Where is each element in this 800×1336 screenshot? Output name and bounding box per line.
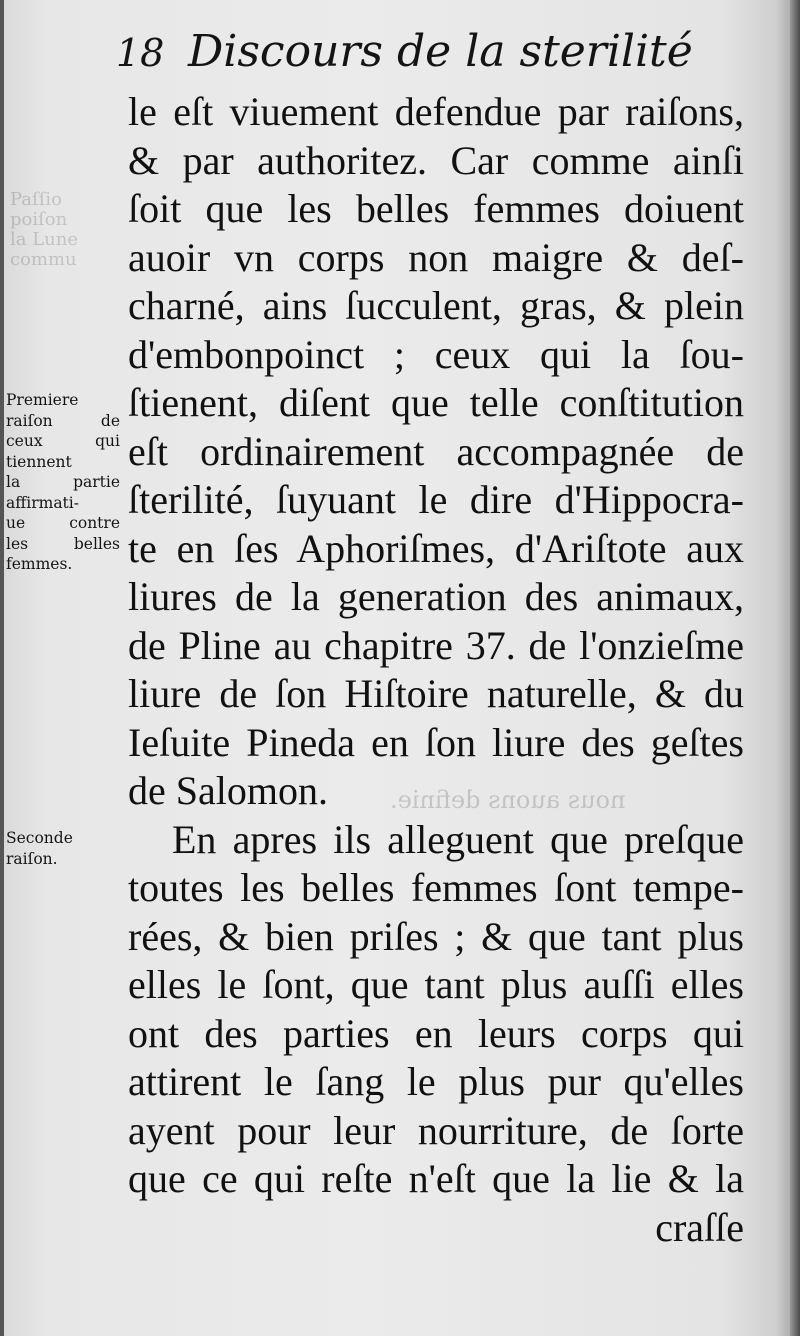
text-line: charné, ains ſucculent, gras, & plein [128, 283, 744, 328]
margin-note-line: tiennent [6, 452, 72, 471]
text-line: toutes les belles femmes ſont tempe- [128, 865, 744, 910]
text-line: liure de ſon Hiſtoire naturelle, & du [128, 671, 744, 716]
margin-note-line: ceux qui [6, 432, 120, 450]
text-line: ont des parties en leurs corps qui [128, 1010, 744, 1056]
margin-note-line: les belles [6, 534, 120, 553]
margin-note-second-reason [6, 828, 120, 869]
margin-note-line: raiſon. [6, 849, 58, 868]
text-line: ſoit que les belles femmes doiuent [128, 186, 744, 231]
text-line: attirent le ſang le plus pur qu'elles [128, 1059, 744, 1104]
text-line: eſt ordinairement accompagnée de [128, 428, 744, 474]
page-edge-left [0, 0, 4, 1336]
body-text [128, 88, 744, 1268]
running-head [116, 22, 693, 82]
text-line: elles le ſont, que tant plus auſſi elles [128, 962, 744, 1007]
margin-note-line: Seconde [6, 829, 73, 847]
catchword: craſſe [655, 1204, 744, 1250]
text-line: le eſt viuement defendue par raiſons, [128, 89, 744, 134]
text-line: ayent pour leur nourriture, de ſorte [128, 1107, 744, 1153]
show-through-text: nous auons definie. [390, 786, 626, 814]
margin-note-line: Premiere [6, 391, 79, 409]
text-line: ſterilité, ſuyuant le dire d'Hippocra- [128, 477, 744, 522]
text-line: Ieſuite Pineda en ſon liure des geſtes [128, 719, 744, 765]
page-edge-right [790, 0, 800, 1336]
text-line: te en ſes Aphoriſmes, d'Ariſtote aux [128, 525, 744, 571]
running-title: Discours de la sterilité [188, 26, 693, 77]
text-line: de Pline au chapitre 37. de l'onzieſme [128, 622, 744, 668]
margin-note-line: femmes. [6, 555, 73, 573]
margin-note-line: la partie [6, 473, 120, 491]
text-line: auoir vn corps non maigre & deſ- [128, 234, 744, 280]
text-line: rées, & bien priſes ; & que tant plus [128, 913, 744, 959]
text-line: & par authoritez. Car comme ainſi [128, 137, 744, 183]
page-number: 18 [116, 31, 165, 75]
margin-note-first-reason [6, 390, 120, 575]
margin-note-line: raiſon de [6, 411, 120, 430]
text-line: d'embonpoinct ; ceux qui la ſou- [128, 331, 744, 377]
text-line: liures de la generation des animaux, [128, 574, 744, 619]
show-through-text: Paſſio poiſon la Lune commu [10, 189, 79, 270]
paragraph-start-line: En apres ils alleguent que preſque [172, 816, 744, 862]
margin-note-line: ue contre [6, 514, 120, 532]
text-line: ſtienent, diſent que telle conſtitution [128, 380, 744, 425]
margin-note-line: affirmati- [6, 493, 79, 512]
text-line: de Salomon. [128, 768, 328, 813]
text-line: que ce qui reſte n'eſt que la lie & la [128, 1156, 744, 1201]
